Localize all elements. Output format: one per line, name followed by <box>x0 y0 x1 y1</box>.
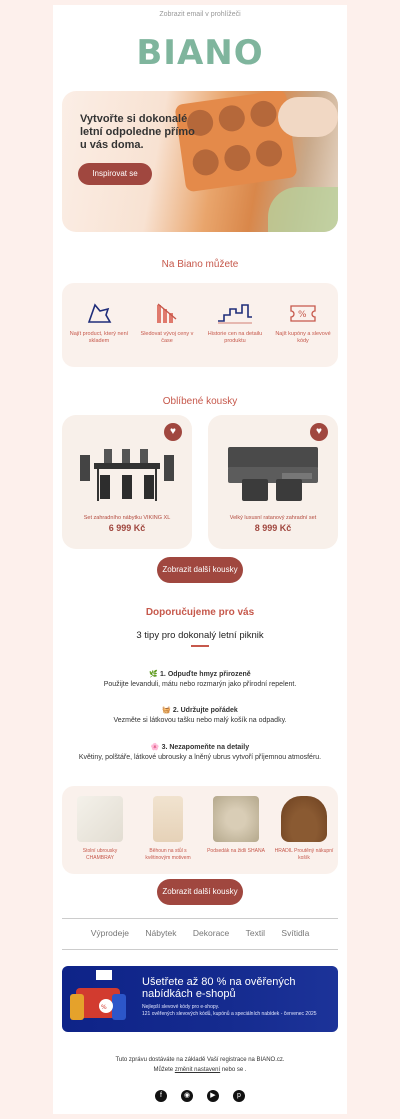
nav-divider-bottom <box>62 949 338 950</box>
biano-logo[interactable]: BIANO <box>136 33 264 73</box>
price-history-icon <box>216 301 254 325</box>
rattan-set-image <box>222 443 324 507</box>
footer-registration-note: Tuto zprávu dostáváte na základě Vaší registrace na BIANO.cz. <box>115 1057 285 1063</box>
facebook-icon[interactable]: f <box>155 1090 167 1102</box>
tip-title-text: 3. Nezapomeňte na detaily <box>161 744 250 751</box>
feature-label: Historie cen na detailu produktu <box>207 331 263 344</box>
heart-icon[interactable]: ♥ <box>310 423 328 441</box>
coupon-icon <box>288 301 318 325</box>
tip-2-title <box>53 706 347 714</box>
product-price: 8 999 Kč <box>254 523 292 533</box>
recommend-subtitle: 3 tipy pro dokonalý letní piknik <box>136 630 264 641</box>
nav-item-decor[interactable]: Dekorace <box>192 928 230 938</box>
chair-cushion-image <box>213 796 259 842</box>
product-name: Set zahradního nábytku VIKING XL <box>83 515 171 521</box>
hero-banner[interactable] <box>62 91 338 232</box>
category-nav <box>53 928 347 938</box>
rec-product-cushion[interactable] <box>206 796 266 855</box>
armchair-image <box>66 968 136 1030</box>
product-price: 6 999 Kč <box>108 523 146 533</box>
basket-icon: 🧺 <box>162 707 171 714</box>
rec-product-napkins[interactable] <box>70 796 130 861</box>
instagram-icon[interactable]: ◉ <box>181 1090 193 1102</box>
product-card-rattan[interactable] <box>208 415 338 549</box>
feature-label: Sledovat vývoj ceny v čase <box>140 331 194 344</box>
dog-icon <box>86 301 112 325</box>
feature-label: Najít product, který není skladem <box>69 331 129 344</box>
nav-item-textile[interactable]: Textil <box>245 928 266 938</box>
footer-prefix: Můžete <box>153 1067 175 1073</box>
tip-1-title <box>53 670 347 678</box>
feature-out-of-stock[interactable] <box>68 301 130 345</box>
hand-image <box>278 97 338 137</box>
recommend-title: Doporučujeme pro vás <box>145 607 255 618</box>
rec-product-runner[interactable] <box>138 796 198 861</box>
features-box <box>62 283 338 367</box>
recommended-products <box>62 786 338 874</box>
feature-price-history[interactable] <box>204 301 266 345</box>
nav-divider-top <box>62 918 338 919</box>
garden-furniture-image <box>76 445 178 505</box>
banner-subtitle <box>142 1004 332 1018</box>
pinterest-icon[interactable]: p <box>233 1090 245 1102</box>
banner-line-1: Nejlepší slevové kódy pro e-shopy. <box>142 1004 220 1010</box>
nav-item-sale[interactable]: Výprodeje <box>90 928 129 938</box>
tip-2-text: Vezměte si látkovou tašku nebo malý košík na odpadky. <box>113 717 287 724</box>
tip-1-text: Použijte levanduli, mátu nebo rozmarýn jako přírodní repelent. <box>103 681 297 688</box>
feature-coupons[interactable] <box>272 301 334 345</box>
change-settings-link[interactable]: změnit nastavení <box>174 1067 221 1073</box>
svg-text:%: % <box>298 310 307 320</box>
product-card-viking[interactable] <box>62 415 192 549</box>
favorites-title: Oblíbené kousky <box>162 396 238 407</box>
email-sheet <box>53 5 347 1114</box>
heart-icon[interactable]: ♥ <box>164 423 182 441</box>
flower-image <box>268 187 338 232</box>
tip-title-text: 2. Udržujte pořádek <box>172 707 238 714</box>
footer-suffix: nebo se . <box>220 1067 247 1073</box>
title-underline <box>191 645 209 647</box>
coupon-banner[interactable] <box>62 966 338 1032</box>
leaf-icon: 🌿 <box>149 671 159 678</box>
youtube-icon[interactable]: ▶ <box>207 1090 219 1102</box>
footer-settings-note <box>53 1067 347 1073</box>
rec-product-basket[interactable] <box>274 796 334 861</box>
tip-3-text: Květiny, polštáře, látkové ubrousky a lněný ubrus vytvoří příjemnou atmosféru. <box>78 754 322 761</box>
banner-title: Ušetřete až 80 % na ověřených nabídkách e-shopů <box>142 976 296 1000</box>
tip-title-text: 1. Odpuďte hmyz přirozeně <box>160 671 251 678</box>
nav-item-furniture[interactable]: Nábytek <box>145 928 177 938</box>
product-name: Velký luxusní ratanový zahradní set <box>229 515 317 521</box>
napkins-image <box>77 796 123 842</box>
feature-label: Najít kupóny a slevové kódy <box>275 331 331 344</box>
tip-3-title <box>53 743 347 751</box>
flower-icon: 🌸 <box>150 744 160 751</box>
view-in-browser-link[interactable]: Zobrazit email v prohlížeči <box>159 11 241 18</box>
product-label: Běhoun na stůl s květinovým motivem <box>145 848 191 861</box>
nav-item-lighting[interactable]: Svítidla <box>281 928 310 938</box>
banner-line-2: 121 ověřených slevových kódů, kupónů a speciálních nabídek - červenec 2025 <box>142 1011 317 1017</box>
features-title: Na Biano můžete <box>161 259 239 270</box>
show-more-favorites-button[interactable]: Zobrazit další kousky <box>157 557 243 583</box>
table-runner-image <box>153 796 183 842</box>
chart-down-icon <box>154 301 180 325</box>
show-more-recommend-button[interactable]: Zobrazit další kousky <box>157 879 243 905</box>
product-label: HRADIL Proutěný nákupní košík <box>274 848 334 861</box>
wicker-basket-image <box>281 796 327 842</box>
svg-text:%: % <box>101 1004 107 1011</box>
product-label: Stolní ubrousky CHAMBRAY <box>82 848 118 861</box>
inspire-button[interactable]: Inspirovat se <box>78 163 152 185</box>
hero-title: Vytvořte si dokonalé letní odpoledne přímo u vás doma. <box>80 113 195 151</box>
product-label: Podsedák na židli SHANA <box>207 848 265 854</box>
feature-price-trend[interactable] <box>136 301 198 345</box>
